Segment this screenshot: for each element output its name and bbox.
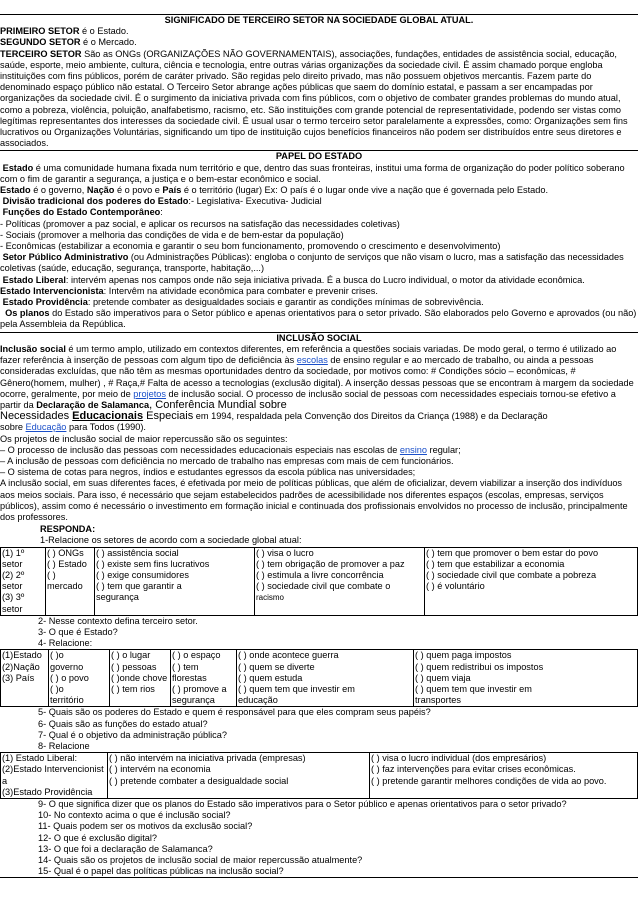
educacao-line xyxy=(0,422,638,433)
t2-c5-line: ( ) onde acontece guerra xyxy=(238,650,339,661)
t1-c1-line: (2) 2º setor xyxy=(2,569,25,592)
estado-nacao-pais xyxy=(0,185,638,196)
divisao-poderes-label: Divisão tradicional dos poderes do Estado xyxy=(2,196,189,207)
t3-c1-line: (1) Estado Liberal: xyxy=(2,753,78,764)
t2-c2-line: ( )o xyxy=(50,650,64,661)
divisao-poderes-text: :- Legislativa- Executiva- Judicial xyxy=(188,196,322,207)
t2-c4-line: ( ) tem xyxy=(172,661,199,672)
section-inclusao-social xyxy=(0,333,638,524)
t2-c2-line: ( )o xyxy=(50,683,64,694)
responda-label: RESPONDA: xyxy=(40,524,96,535)
t2-c5-line: ( ) quem tem que investir em xyxy=(238,683,355,694)
estado-liberal-paragraph xyxy=(0,275,638,286)
estado-label: Estado xyxy=(2,162,34,173)
segundo-setor-label: SEGUNDO SETOR xyxy=(0,37,81,48)
t2-c6-line: ( ) quem tem que investir em xyxy=(415,683,532,694)
question-3: 3- O que é Estado? xyxy=(38,626,118,637)
projeto-item-2: – A inclusão de pessoas com deficiência no mercado de trabalho nas empresas com mais de cem funcionários. xyxy=(0,455,454,466)
question-12: 12- O que é exclusão digital? xyxy=(38,832,158,843)
inclusao-label: Inclusão social xyxy=(0,343,66,354)
table-relacione-estado xyxy=(0,649,638,707)
t1-c4-line: racismo xyxy=(256,593,285,603)
projeto-item-1-end: regular; xyxy=(426,444,461,455)
t2-c5-line: ( ) quem se diverte xyxy=(238,661,315,672)
question-4: 4- Relacione: xyxy=(38,638,93,649)
setor-publico-text: (ou Administrações Públicas): engloba o conjunto de serviços que não visam o lucro, mas a satisfação das necessidades coletivas (saúde, educação, segurança, transporte, habitação,...) xyxy=(0,252,624,274)
funcao-economicas: - Econômicas (estabilizar a economia e garantir o seu bom funcionamento, promovendo o crescimento e desenvolvimento) xyxy=(0,241,501,252)
inclusao-paragraph-final: A inclusão social, em suas diferentes faces, é efetivada por meio de políticas públicas, que além de oficializar, devem viabilizar a inserção dos indivíduos aos meios sociais. Para isso, é necessário que sejam estabelecidos padrões de acessibilidade nos diferentes espaços (escolas, empresas, serviços públicos), assim como é necessário o investimento em formação inicial e continuada dos profissionais envolvidos no processo de inclusão, principalmente dos professores. xyxy=(0,478,628,522)
t3-c1-line: (2)Estado Intervencionist xyxy=(2,764,104,775)
inclusao-text-c: de inclusão social. O processo de inclusão social de pessoas com necessidades especiais tornou-se efetivo a partir da xyxy=(0,388,616,410)
t1-c1-line: (3) 3º xyxy=(2,592,25,603)
t2-c2-line: território xyxy=(50,695,84,706)
t3-col-options-b[interactable] xyxy=(370,753,638,799)
t1-c1-line: (1) 1º setor xyxy=(2,547,25,569)
t3-c3-line: ( ) pretende garantir melhores condições de vida ao povo. xyxy=(371,775,607,786)
necessidades-line xyxy=(0,411,638,422)
terceiro-setor-paragraph xyxy=(0,49,638,150)
estado-liberal-label: Estado Liberal xyxy=(2,274,66,285)
t2-col-options-d[interactable] xyxy=(237,650,414,707)
inclusao-paragraph-1 xyxy=(0,344,638,411)
question-5: 5- Quais são os poderes do Estado e quem é responsável para que eles compram seus papéis? xyxy=(38,707,431,718)
t1-c2-line: ( ) xyxy=(47,569,56,580)
t1-c4-line: ( ) estimula a livre concorrência xyxy=(256,569,384,580)
estado-text-2b: é o povo e xyxy=(114,185,163,196)
divisao-poderes xyxy=(0,196,638,207)
setor-publico-label: Setor Público Administrativo xyxy=(2,252,129,263)
t2-c1-line: (1)Estado xyxy=(2,650,42,661)
t2-c6-line: ( ) quem paga impostos xyxy=(415,650,512,661)
pais-label: País xyxy=(162,185,182,196)
funcoes-estado-colon: : xyxy=(160,207,163,218)
t3-c3-line: ( ) faz intervenções para evitar crises econômicas. xyxy=(371,764,576,775)
funcoes-estado-label: Funções do Estado Contemporâneo xyxy=(2,207,161,218)
question-10: 10- No contexto acima o que é inclusão social? xyxy=(38,810,231,821)
t3-c3-line: ( ) visa o lucro individual (dos empresários) xyxy=(371,753,547,764)
section-papel-estado xyxy=(0,151,638,332)
t1-c4-line: ( ) sociedade civil que combate o xyxy=(256,581,391,592)
t1-col-options-c[interactable] xyxy=(255,547,425,615)
funcao-politicas: - Políticas (promover a paz social, e aplicar os recursos na satisfação das necessidades coletivas) xyxy=(0,218,400,229)
t1-c5-line: ( ) é voluntário xyxy=(426,581,485,592)
estado-definition xyxy=(0,163,638,185)
estado-intervencionista-text: : Intervêm na atividade econômica para combater e prevenir crises. xyxy=(103,285,378,296)
t2-col-options-b[interactable] xyxy=(110,650,171,707)
educacao-text-b: para Todos (1990). xyxy=(66,422,146,433)
question-8: 8- Relacione xyxy=(38,741,90,751)
inclusao-text-a: é um termo amplo, utilizado em contextos diferentes, em referência a questões sociais variadas. De modo geral, o termo é utilizado ao fazer referência à inserção de pessoas com algum tipo de deficiência às xyxy=(0,343,617,366)
t2-c4-line: ( ) o espaço xyxy=(172,650,221,661)
terceiro-setor-text: São as ONGs (ORGANIZAÇÕES NÃO GOVERNAMENTAIS), associações, fundações, entidades de assistência social, educação, saúde, esporte, meio ambiente, cultura, ciência e tecnologia, entre outras várias organizações da sociedade civil. É assim chamado porque engloba instituições com fins públicos, porém de caráter privado. São regidas pelo direito privado, mas não possuem objetivos mercantis. Fazem parte do denominado espaço público não estatal. O Terceiro Setor abrange ações públicas que saem do domínio estatal, e passam a ser encampadas por organizações da sociedade civil. É o surgimento da iniciativa privada com fins públicos, com o objetivo de combater grandes problemas do mundo atual, como a pobreza, violência, poluição, analfabetismo, racismo, etc. São instituições com grande potencial de representatividade, podendo ser vistas como legítimas representantes dos interesses da sociedade civil. É usual usar o termo terceiro setor paralelamente a expressões, como: Organizações sem fins lucrativos ou Organizações Voluntárias, significando um tipo de instituição cujos benefícios financeiros não podem ser distribuídos entre seus diretores e associados. xyxy=(0,48,628,149)
t1-c5-line: ( ) sociedade civil que combate a pobreza xyxy=(426,569,597,580)
responda-heading xyxy=(0,524,638,535)
t1-c5-line: ( ) tem que promover o bem estar do povo xyxy=(426,547,599,558)
t2-c6-line: ( ) quem viaja xyxy=(415,672,471,683)
setor-publico-paragraph xyxy=(0,252,638,274)
planos-paragraph xyxy=(0,308,638,330)
segundo-setor-text: é o Mercado. xyxy=(80,37,137,48)
t2-c6-line: transportes xyxy=(415,695,461,706)
t2-c5-line: educação xyxy=(238,695,278,706)
nacao-label: Nação xyxy=(86,185,115,196)
t2-col-options-e[interactable] xyxy=(414,650,638,707)
primeiro-setor-label: PRIMEIRO SETOR xyxy=(0,26,80,37)
t3-c2-line: ( ) não intervém na iniciativa privada (empresas) xyxy=(109,753,306,764)
question-13: 13- O que foi a declaração de Salamanca? xyxy=(38,843,213,854)
planos-label: Os planos xyxy=(5,308,50,319)
t2-c1-line: (2)Nação xyxy=(2,661,40,672)
worksheet-page xyxy=(0,14,638,878)
projeto-item-1 xyxy=(0,445,638,456)
necessidades-text-c: Especiais xyxy=(143,410,194,423)
t1-c5-line: ( ) tem que estabilizar a economia xyxy=(426,558,565,569)
t1-c1-line: setor xyxy=(2,603,23,614)
t1-c3-line: ( ) exige consumidores xyxy=(96,569,189,580)
estado-heading: PAPEL DO ESTADO xyxy=(275,151,363,162)
t3-c1-line: (3)Estado Providência xyxy=(2,786,93,797)
t3-c2-line: ( ) pretende combater a desigualdade social xyxy=(109,775,289,786)
estado-providencia-paragraph xyxy=(0,297,638,308)
estado-intervencionista-label: Estado Intervencionista xyxy=(0,285,104,296)
estado-text-2c: é o território (lugar) Ex: O país é o lugar onde vive a nação que é governada pelo Estado. xyxy=(181,185,549,196)
projeto-item-1-text: – O processo de inclusão das pessoas com necessidades educacionais especiais nas escolas de xyxy=(0,444,400,455)
t2-c2-line: governo xyxy=(50,661,84,672)
estado-text-2a: é o governo, xyxy=(30,185,87,196)
t1-c3-line: segurança xyxy=(96,592,139,603)
educacao-link[interactable]: Educação xyxy=(25,422,67,433)
t2-c4-line: segurança xyxy=(172,695,215,706)
question-9: 9- O que significa dizer que os planos do Estado são imperativos para o Setor público e apenas orientativos para o setor privado? xyxy=(38,799,567,810)
estado-liberal-text: : intervém apenas nos campos onde não seja iniciativa privada. É a busca do Lucro individual, o motor da atividade econômica. xyxy=(65,274,585,285)
page-title: SIGNIFICADO DE TERCEIRO SETOR NA SOCIEDADE GLOBAL ATUAL. xyxy=(164,15,474,25)
question-11: 11- Quais podem ser os motivos da exclusão social? xyxy=(38,821,253,832)
question-7: 7- Qual é o objetivo da administração pública? xyxy=(38,729,227,740)
t2-c2-line: ( ) o povo xyxy=(50,672,89,683)
question-1: 1-Relacione os setores de acordo com a sociedade global atual: xyxy=(40,535,302,546)
estado-intervencionista-paragraph xyxy=(0,286,638,297)
educacionais-word: Educacionais xyxy=(72,410,144,423)
t3-col-terms xyxy=(1,753,108,799)
terceiro-setor-label: TERCEIRO SETOR xyxy=(0,48,82,59)
projetos-intro: Os projetos de inclusão social de maior repercussão são os seguintes: xyxy=(0,433,288,444)
funcoes-estado xyxy=(0,207,638,218)
estado-label-2: Estado xyxy=(0,185,31,196)
table-relacione-setores xyxy=(0,547,638,616)
t2-c3-line: ( ) tem rios xyxy=(111,683,155,694)
inclusao-heading: INCLUSÃO SOCIAL xyxy=(276,332,362,343)
t2-c1-line: (3) País xyxy=(2,672,35,683)
t3-col-options-a[interactable] xyxy=(108,753,370,799)
question-14: 14- Quais são os projetos de inclusão social de maior repercussão atualmente? xyxy=(38,855,363,866)
t1-c4-line: ( ) tem obrigação de promover a paz xyxy=(256,558,405,569)
t2-c3-line: ( )onde chove xyxy=(111,672,168,683)
t2-c4-line: florestas xyxy=(172,672,207,683)
t2-col-terms xyxy=(1,650,49,707)
t1-col-options-a[interactable] xyxy=(46,547,95,615)
t2-col-options-a[interactable] xyxy=(49,650,110,707)
primeiro-setor-text: é o Estado. xyxy=(79,26,129,37)
worksheet-frame xyxy=(0,14,638,878)
section-responda xyxy=(0,524,638,877)
projetos-link[interactable]: projetos xyxy=(133,388,166,399)
table-relacione-tipos-estado xyxy=(0,752,638,799)
t1-col-options-d[interactable] xyxy=(425,547,638,615)
escolas-link[interactable]: escolas xyxy=(296,355,328,366)
t3-c2-line: ( ) intervém na economia xyxy=(109,764,211,775)
ensino-link[interactable]: ensino xyxy=(399,444,427,455)
segundo-setor-line xyxy=(0,37,638,48)
t1-c3-line: ( ) assistência social xyxy=(96,547,179,558)
educacao-text-a: sobre xyxy=(0,422,26,433)
question-2: 2- Nesse contexto defina terceiro setor. xyxy=(38,615,198,626)
t1-col-setores xyxy=(1,547,46,615)
t1-c2-line: ( ) Estado xyxy=(47,558,87,569)
necessidades-text-a: Necessidades xyxy=(0,410,73,423)
estado-providencia-label: Estado Providência xyxy=(2,297,88,308)
t1-col-options-b[interactable] xyxy=(95,547,255,615)
t2-c3-line: ( ) pessoas xyxy=(111,661,157,672)
salamanca-label: Declaração de Salamanca xyxy=(36,399,150,410)
table-row xyxy=(1,650,638,707)
table-row xyxy=(1,547,638,615)
t1-c4-line: ( ) visa o lucro xyxy=(256,547,314,558)
t3-c1-line: a xyxy=(2,775,8,786)
inclusao-text-d: , Conferência Mundial sobre xyxy=(149,398,287,411)
t1-c3-line: ( ) tem que garantir a xyxy=(96,581,182,592)
inclusao-text-b: de ensino regular e ao mercado de trabalho, ou ainda a pessoas consideradas excluídas, que não têm as mesmas oportunidades dentro da sociedade, por motivos como: # Condições sócio – econômicas, # Gênero(homem, mulher) , # Raça,# Falta de acesso a tecnologias (exclusão digital). A inserção dessas pessoas que se encontram à margem da sociedade ocorre, geralmente, por meio de xyxy=(0,355,634,399)
section-terceiro-setor xyxy=(0,15,638,151)
table-row xyxy=(1,753,638,799)
t1-c2-line: mercado xyxy=(47,581,83,592)
projeto-item-3: – O sistema de cotas para negros, índios e estudantes egressos da escola pública nas universidades; xyxy=(0,467,416,478)
funcao-sociais: - Sociais (promover a melhoria das condições de vida e de bem-estar da população) xyxy=(0,229,344,240)
t2-c3-line: ( ) o lugar xyxy=(111,650,151,661)
t2-c4-line: ( ) promove a xyxy=(172,683,227,694)
planos-text: do Estado são imperativos para o Setor público e apenas orientativos para o setor privado. São elaborados pelo Governo e aprovados (ou não) pela Assembleia da República. xyxy=(0,308,637,330)
necessidades-text-d: em 1994, respaldada pela Convenção dos Direitos da Criança (1988) e da Declaração xyxy=(193,411,548,422)
estado-definition-text: é uma comunidade humana fixada num território e que, dentro das suas fronteiras, institui uma forma de organização do poder político soberano com o fim de garantir a segurança, a justiça e o bem-estar econômico e social. xyxy=(0,162,625,184)
t2-c5-line: ( ) quem estuda xyxy=(238,672,303,683)
t2-col-options-c[interactable] xyxy=(171,650,237,707)
question-6: 6- Quais são as funções do estado atual? xyxy=(38,718,208,729)
primeiro-setor-line xyxy=(0,26,638,37)
question-15: 15- Qual é o papel das políticas públicas na inclusão social? xyxy=(38,866,284,877)
t1-c2-line: ( ) ONGs xyxy=(47,547,84,558)
t1-c3-line: ( ) existe sem fins lucrativos xyxy=(96,558,210,569)
estado-providencia-text: : pretende combater as desigualdades sociais e garantir as condições mínimas de sobrevivência. xyxy=(87,297,484,308)
t2-c6-line: ( ) quem redistribui os impostos xyxy=(415,661,544,672)
